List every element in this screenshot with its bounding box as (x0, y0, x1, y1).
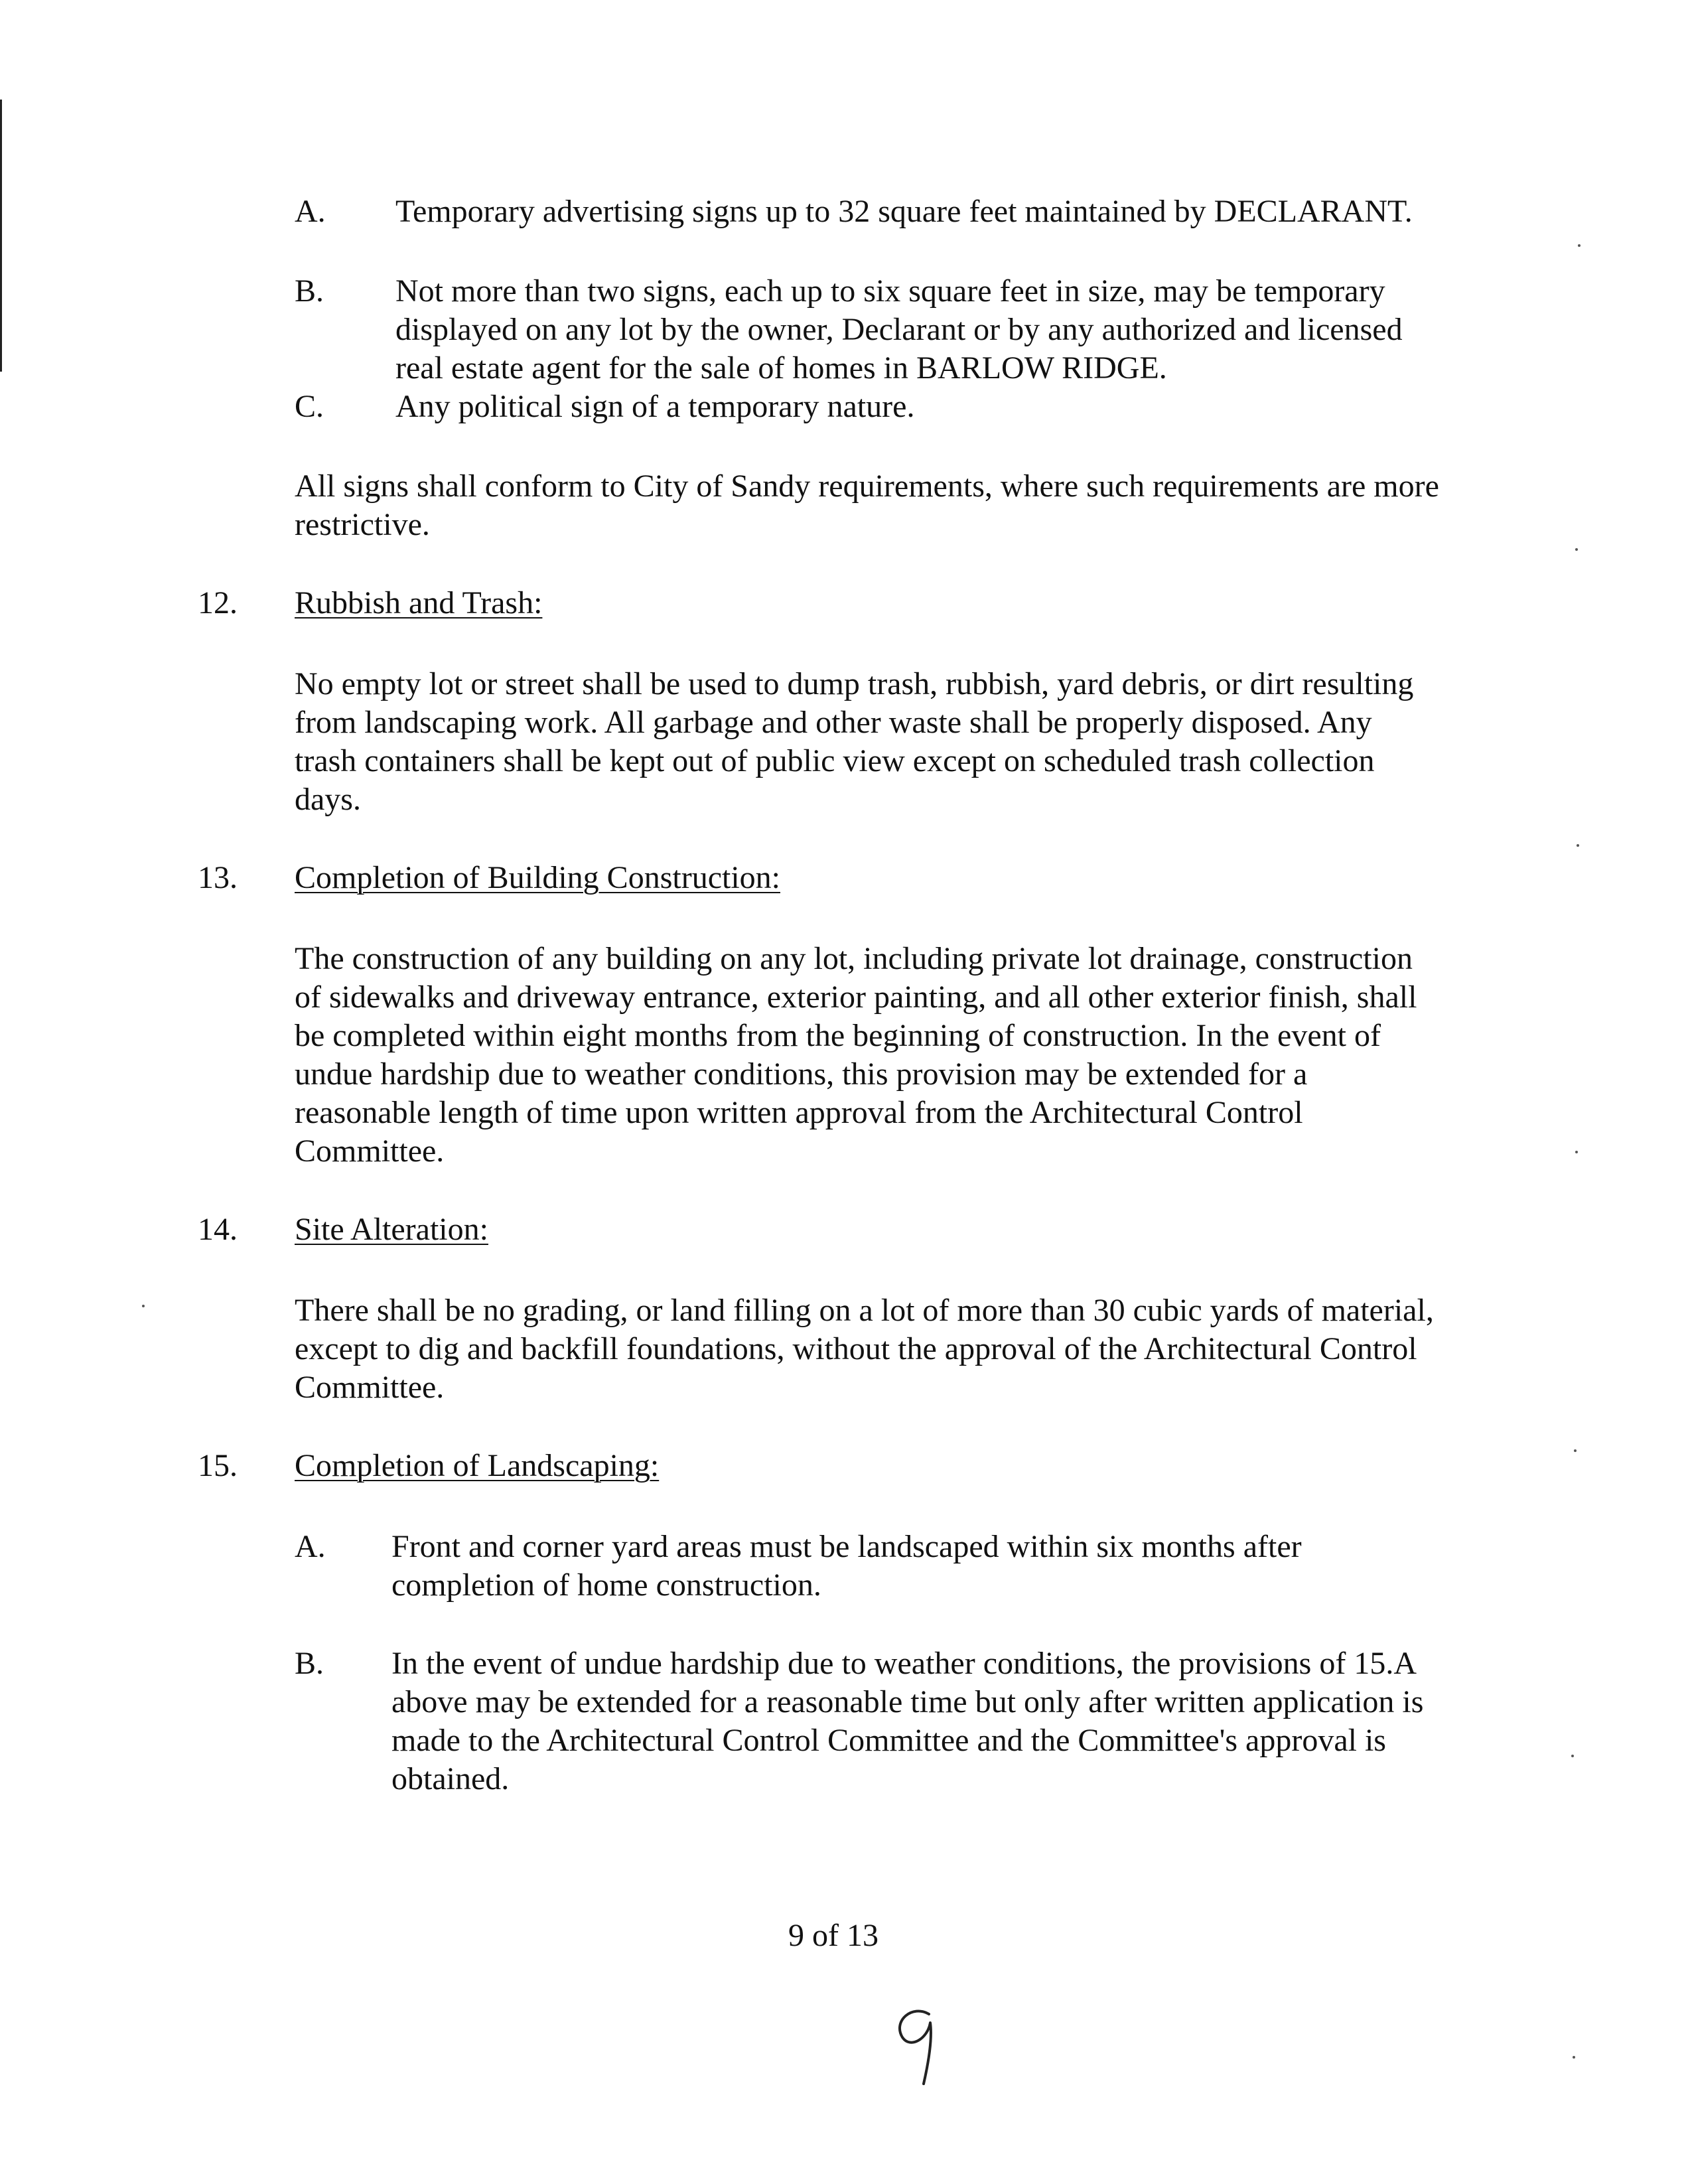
section-body-line: from landscaping work. All garbage and other waste shall be properly disposed. Any (295, 705, 1372, 740)
sign-item-b-line: displayed on any lot by the owner, Declarant or by any authorized and licensed (395, 312, 1403, 347)
list-label-b: B. (295, 273, 324, 309)
scan-speck (1575, 1151, 1578, 1153)
scan-speck (1575, 548, 1578, 551)
landscaping-item-b-line: above may be extended for a reasonable time but only after written application is (391, 1684, 1424, 1719)
section-body-line: trash containers shall be kept out of public view except on scheduled trash collection (295, 743, 1375, 778)
section-body-line: Committee. (295, 1133, 445, 1169)
signs-conform-paragraph: All signs shall conform to City of Sandy requirements, where such requirements are more (295, 469, 1439, 504)
section-body-line: No empty lot or street shall be used to dump trash, rubbish, yard debris, or dirt resulting (295, 666, 1414, 701)
section-number: 12. (198, 585, 238, 620)
scan-speck (142, 1305, 145, 1307)
section-body-line: be completed within eight months from the beginning of construction. In the event of (295, 1018, 1381, 1053)
section-body-line: except to dig and backfill foundations, without the approval of the Architectural Control (295, 1331, 1417, 1366)
section-heading-building-construction: Completion of Building Construction: (295, 860, 780, 895)
scan-edge-mark (0, 100, 2, 372)
section-number: 13. (198, 860, 238, 895)
scan-speck (1577, 844, 1579, 847)
section-number: 15. (198, 1448, 238, 1483)
scan-speck (1578, 244, 1581, 247)
signs-conform-paragraph: restrictive. (295, 507, 430, 542)
landscaping-item-a-line: Front and corner yard areas must be landscaped within six months after (391, 1529, 1302, 1564)
list-label-a: A. (295, 194, 326, 229)
page-number: 9 of 13 (788, 1918, 879, 1953)
section-body-line: of sidewalks and driveway entrance, exterior painting, and all other exterior finish, shall (295, 980, 1417, 1015)
landscaping-item-b-line: In the event of undue hardship due to weather conditions, the provisions of 15.A (391, 1646, 1417, 1681)
sign-item-b-line: Not more than two signs, each up to six square feet in size, may be temporary (395, 273, 1385, 309)
scan-speck (1574, 1449, 1577, 1452)
list-label-c: C. (295, 389, 324, 424)
scan-speck (1573, 2056, 1575, 2059)
scan-speck (1571, 1755, 1574, 1757)
list-label-a: A. (295, 1529, 326, 1564)
handwritten-page-number-icon (882, 1991, 969, 2090)
section-heading-rubbish: Rubbish and Trash: (295, 585, 543, 620)
section-body-line: The construction of any building on any lot, including private lot drainage, construction (295, 941, 1413, 976)
section-body-line: undue hardship due to weather conditions, this provision may be extended for a (295, 1056, 1308, 1092)
sign-item-c: Any political sign of a temporary nature. (395, 389, 915, 424)
section-heading-site-alteration: Site Alteration: (295, 1212, 488, 1247)
landscaping-item-b-line: obtained. (391, 1761, 510, 1796)
section-body-line: reasonable length of time upon written approval from the Architectural Control (295, 1095, 1303, 1130)
section-heading-landscaping: Completion of Landscaping: (295, 1448, 660, 1483)
sign-item-a: Temporary advertising signs up to 32 square feet maintained by DECLARANT. (395, 194, 1413, 229)
list-label-b: B. (295, 1646, 324, 1681)
section-body-line: Committee. (295, 1370, 445, 1405)
section-number: 14. (198, 1212, 238, 1247)
landscaping-item-a-line: completion of home construction. (391, 1567, 821, 1603)
section-body-line: There shall be no grading, or land filling on a lot of more than 30 cubic yards of material, (295, 1293, 1434, 1328)
section-body-line: days. (295, 782, 361, 817)
landscaping-item-b-line: made to the Architectural Control Committee and the Committee's approval is (391, 1723, 1386, 1758)
sign-item-b-line: real estate agent for the sale of homes in BARLOW RIDGE. (395, 350, 1167, 386)
